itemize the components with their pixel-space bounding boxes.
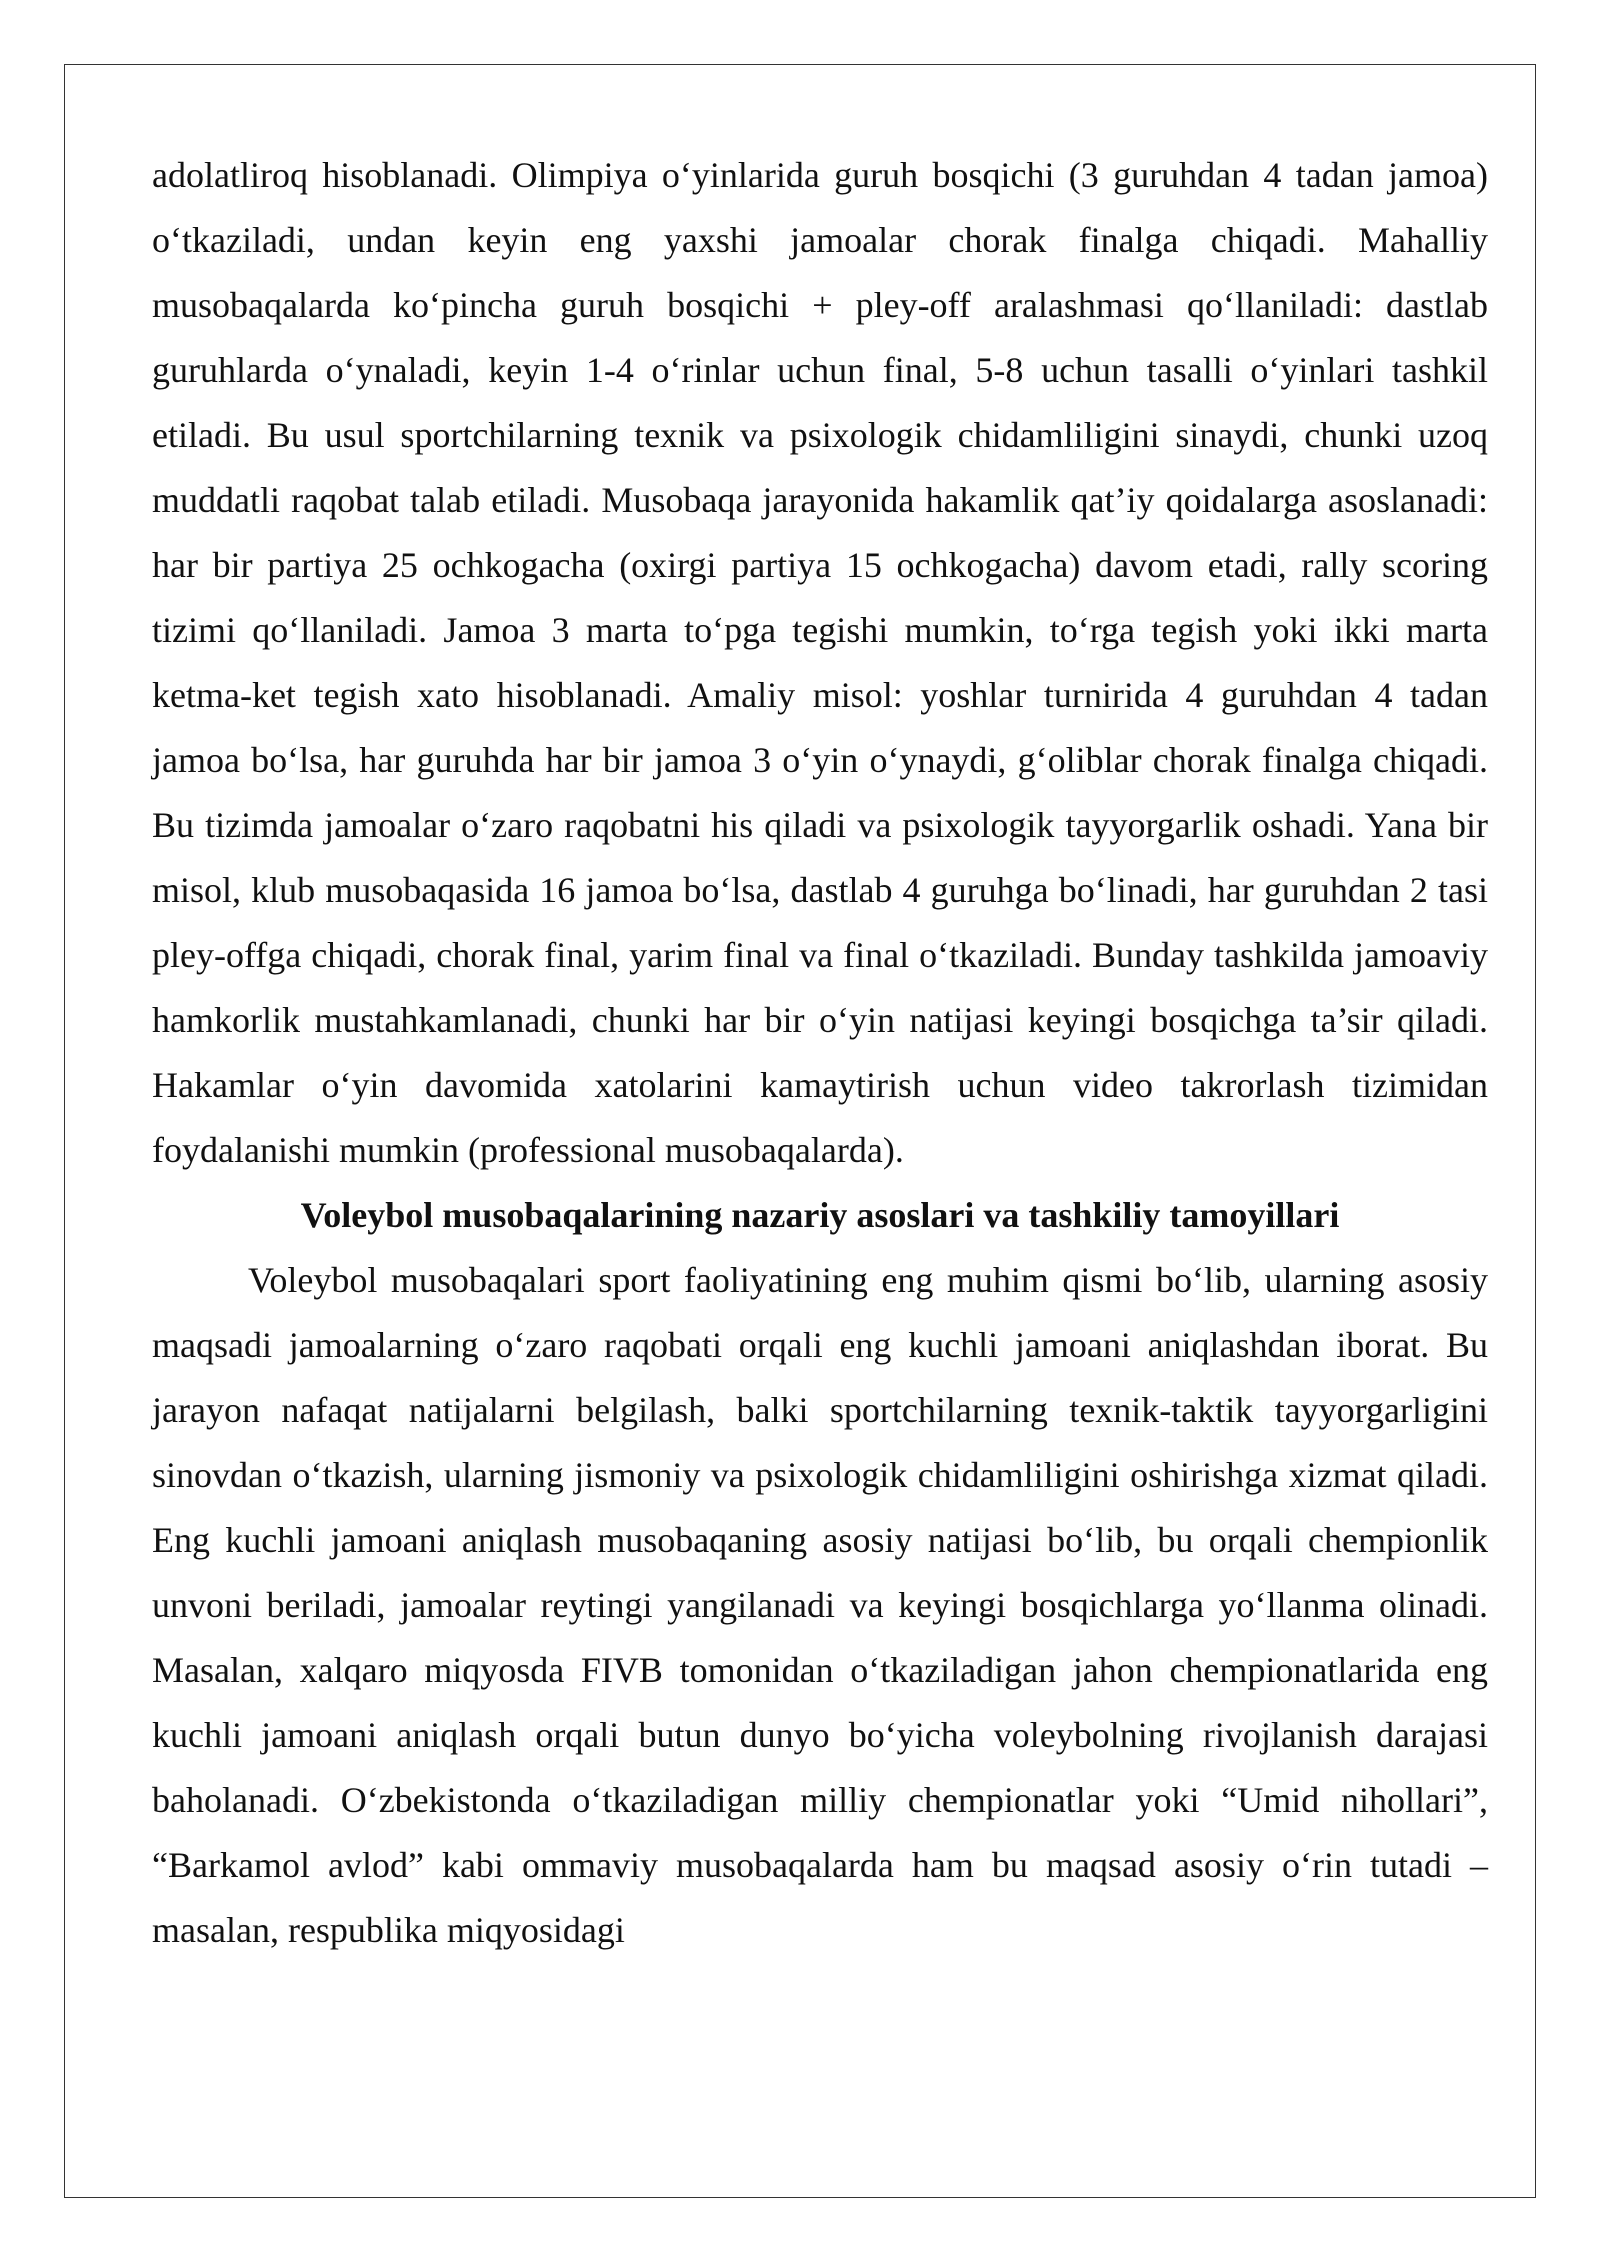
document-body xyxy=(152,143,1488,1963)
body-paragraph: adolatliroq hisoblanadi. Olimpiya o‘yinlarida guruh bosqichi (3 guruhdan 4 tadan jamoa) o‘tkaziladi, undan keyin eng yaxshi jamoalar chorak finalga chiqadi. Mahalliy musobaqalarda ko‘pincha guruh bosqichi + pley-off aralashmasi qo‘llaniladi: dastlab guruhlarda o‘ynaladi, keyin 1-4 o‘rinlar uchun final, 5-8 uchun tasalli o‘yinlari tashkil etiladi. Bu usul sportchilarning texnik va psixologik chidamliligini sinaydi, chunki uzoq muddatli raqobat talab etiladi. Musobaqa jarayonida hakamlik qat’iy qoidalarga asoslanadi: har bir partiya 25 ochkogacha (oxirgi partiya 15 ochkogacha) davom etadi, rally scoring tizimi qo‘llaniladi. Jamoa 3 marta to‘pga tegishi mumkin, to‘rga tegish yoki ikki marta ketma-ket tegish xato hisoblanadi. Amaliy misol: yoshlar turnirida 4 guruhdan 4 tadan jamoa bo‘lsa, har guruhda har bir jamoa 3 o‘yin o‘ynaydi, g‘oliblar chorak finalga chiqadi. Bu tizimda jamoalar o‘zaro raqobatni his qiladi va psixologik tayyorgarlik oshadi. Yana bir misol, klub musobaqasida 16 jamoa bo‘lsa, dastlab 4 guruhga bo‘linadi, har guruhdan 2 tasi pley-offga chiqadi, chorak final, yarim final va final o‘tkaziladi. Bunday tashkilda jamoaviy hamkorlik mustahkamlanadi, chunki har bir o‘yin natijasi keyingi bosqichga ta’sir qiladi. Hakamlar o‘yin davomida xatolarini kamaytirish uchun video takrorlash tizimidan foydalanishi mumkin (professional musobaqalarda). xyxy=(152,155,1488,1170)
body-paragraph: Voleybol musobaqalari sport faoliyatining eng muhim qismi bo‘lib, ularning asosiy maqsadi jamoalarning o‘zaro raqobati orqali eng kuchli jamoani aniqlashdan iborat. Bu jarayon nafaqat natijalarni belgilash, balki sportchilarning texnik-taktik tayyorgarligini sinovdan o‘tkazish, ularning jismoniy va psixologik chidamliligini oshirishga xizmat qiladi. Eng kuchli jamoani aniqlash musobaqaning asosiy natijasi bo‘lib, bu orqali chempionlik unvoni beriladi, jamoalar reytingi yangilanadi va keyingi bosqichlarga yo‘llanma olinadi. Masalan, xalqaro miqyosda FIVB tomonidan o‘tkaziladigan jahon chempionatlarida eng kuchli jamoani aniqlash orqali butun dunyo bo‘yicha voleybolning rivojlanish darajasi baholanadi. O‘zbekistonda o‘tkaziladigan milliy chempionatlar yoki “Umid nihollari”, “Barkamol avlod” kabi ommaviy musobaqalarda ham bu maqsad asosiy o‘rin tutadi – masalan, respublika miqyosidagi xyxy=(152,1260,1488,1950)
section-heading: Voleybol musobaqalarining nazariy asoslari va tashkiliy tamoyillari xyxy=(300,1195,1340,1235)
